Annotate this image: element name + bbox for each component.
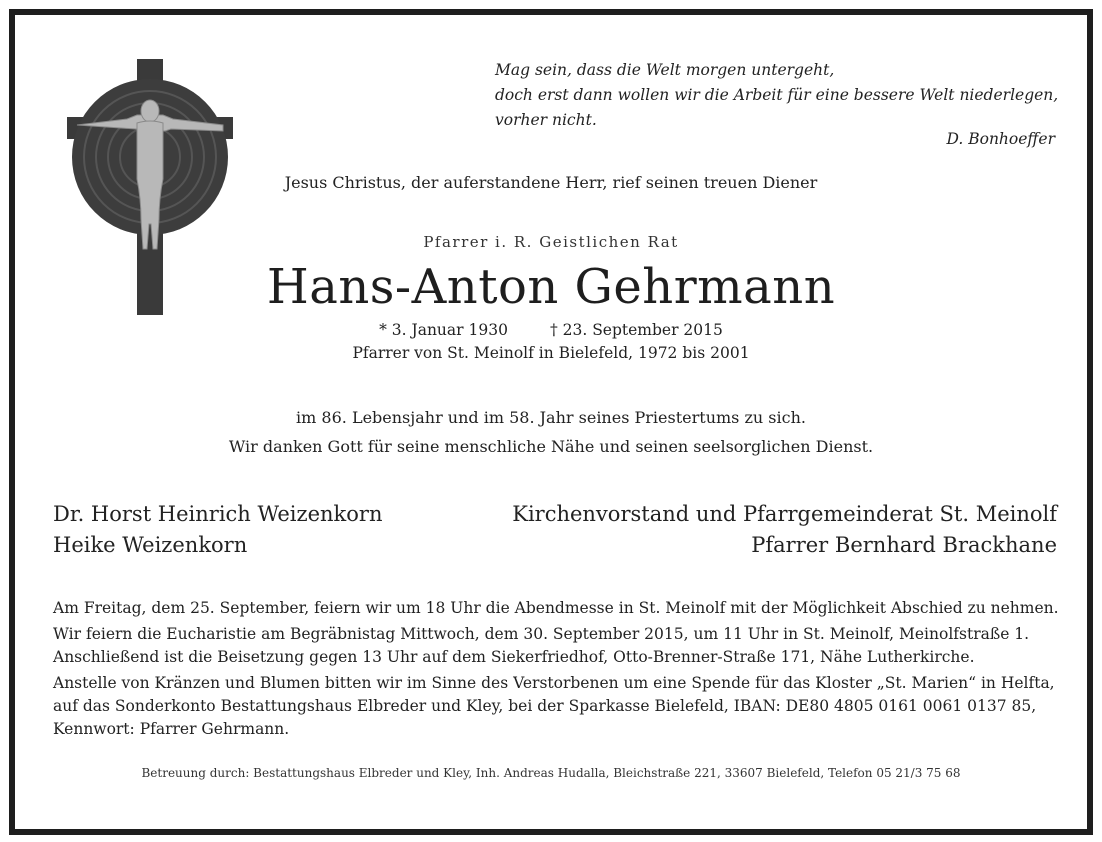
mourner-name: Dr. Horst Heinrich Weizenkorn [53, 502, 383, 526]
life-line-1: im 86. Lebensjahr und im 58. Jahr seines Priestertums zu sich. [296, 408, 806, 427]
paragraph-line: Anschließend ist die Beisetzung gegen 13 Uhr auf dem Siekerfriedhof, Otto-Brenner-Straße 171, Nähe Lutherkirche. [53, 648, 975, 666]
quote-line: vorher nicht. [495, 111, 597, 129]
quote [495, 58, 1058, 133]
paragraph-line: Wir feiern die Eucharistie am Begräbnistag Mittwoch, dem 30. September 2015, um 11 Uhr in St. Meinolf, Meinolfstraße 1. [53, 625, 1030, 643]
intro-text: Jesus Christus, der auferstandene Herr, rief seinen treuen Diener [284, 173, 818, 192]
death-date: † 23. September 2015 [549, 321, 723, 339]
life-dates [15, 321, 1087, 339]
quote-line: doch erst dann wollen wir die Arbeit für eine bessere Welt niederlegen, [495, 86, 1059, 104]
mourners-family [53, 499, 382, 561]
paragraph-farewell [53, 597, 1059, 620]
paragraph-line: Kennwort: Pfarrer Gehrmann. [53, 720, 290, 738]
paragraph-funeral [53, 623, 1029, 669]
mourner-name: Pfarrer Bernhard Brackhane [751, 533, 1057, 557]
deceased-rank: Pfarrer i. R. Geistlichen Rat [423, 233, 679, 251]
funeral-home-footer: Betreuung durch: Bestattungshaus Elbreder und Kley, Inh. Andreas Hudalla, Bleichstraße 221, 33607 Bielefeld, Telefon 05 21/3 75 68 [141, 766, 961, 780]
parish-info: Pfarrer von St. Meinolf in Bielefeld, 1972 bis 2001 [352, 344, 750, 362]
life-line-2: Wir danken Gott für seine menschliche Nähe und seinen seelsorglichen Dienst. [228, 437, 874, 456]
mourner-name: Kirchenvorstand und Pfarrgemeinderat St. Meinolf [512, 502, 1057, 526]
mourners-parish [512, 499, 1057, 561]
quote-line: Mag sein, dass die Welt morgen untergeht, [495, 61, 835, 79]
paragraph-line: Anstelle von Kränzen und Blumen bitten wir im Sinne des Verstorbenen um eine Spende für das Kloster „St. Marien“ in Helfta, [53, 674, 1055, 692]
paragraph-line: auf das Sonderkonto Bestattungshaus Elbreder und Kley, bei der Sparkasse Bielefeld, IBAN: DE80 4805 0161 0061 0137 85, [53, 697, 1037, 715]
quote-author: D. Bonhoeffer [946, 130, 1055, 148]
deceased-name: Hans-Anton Gehrmann [266, 259, 836, 315]
mourner-name: Heike Weizenkorn [53, 533, 248, 557]
paragraph-line: Am Freitag, dem 25. September, feiern wir um 18 Uhr die Abendmesse in St. Meinolf mit der Möglichkeit Abschied zu nehmen. [53, 599, 1059, 617]
paragraph-donation [53, 672, 1055, 741]
birth-date: * 3. Januar 1930 [379, 321, 508, 339]
obituary-frame [9, 9, 1093, 835]
